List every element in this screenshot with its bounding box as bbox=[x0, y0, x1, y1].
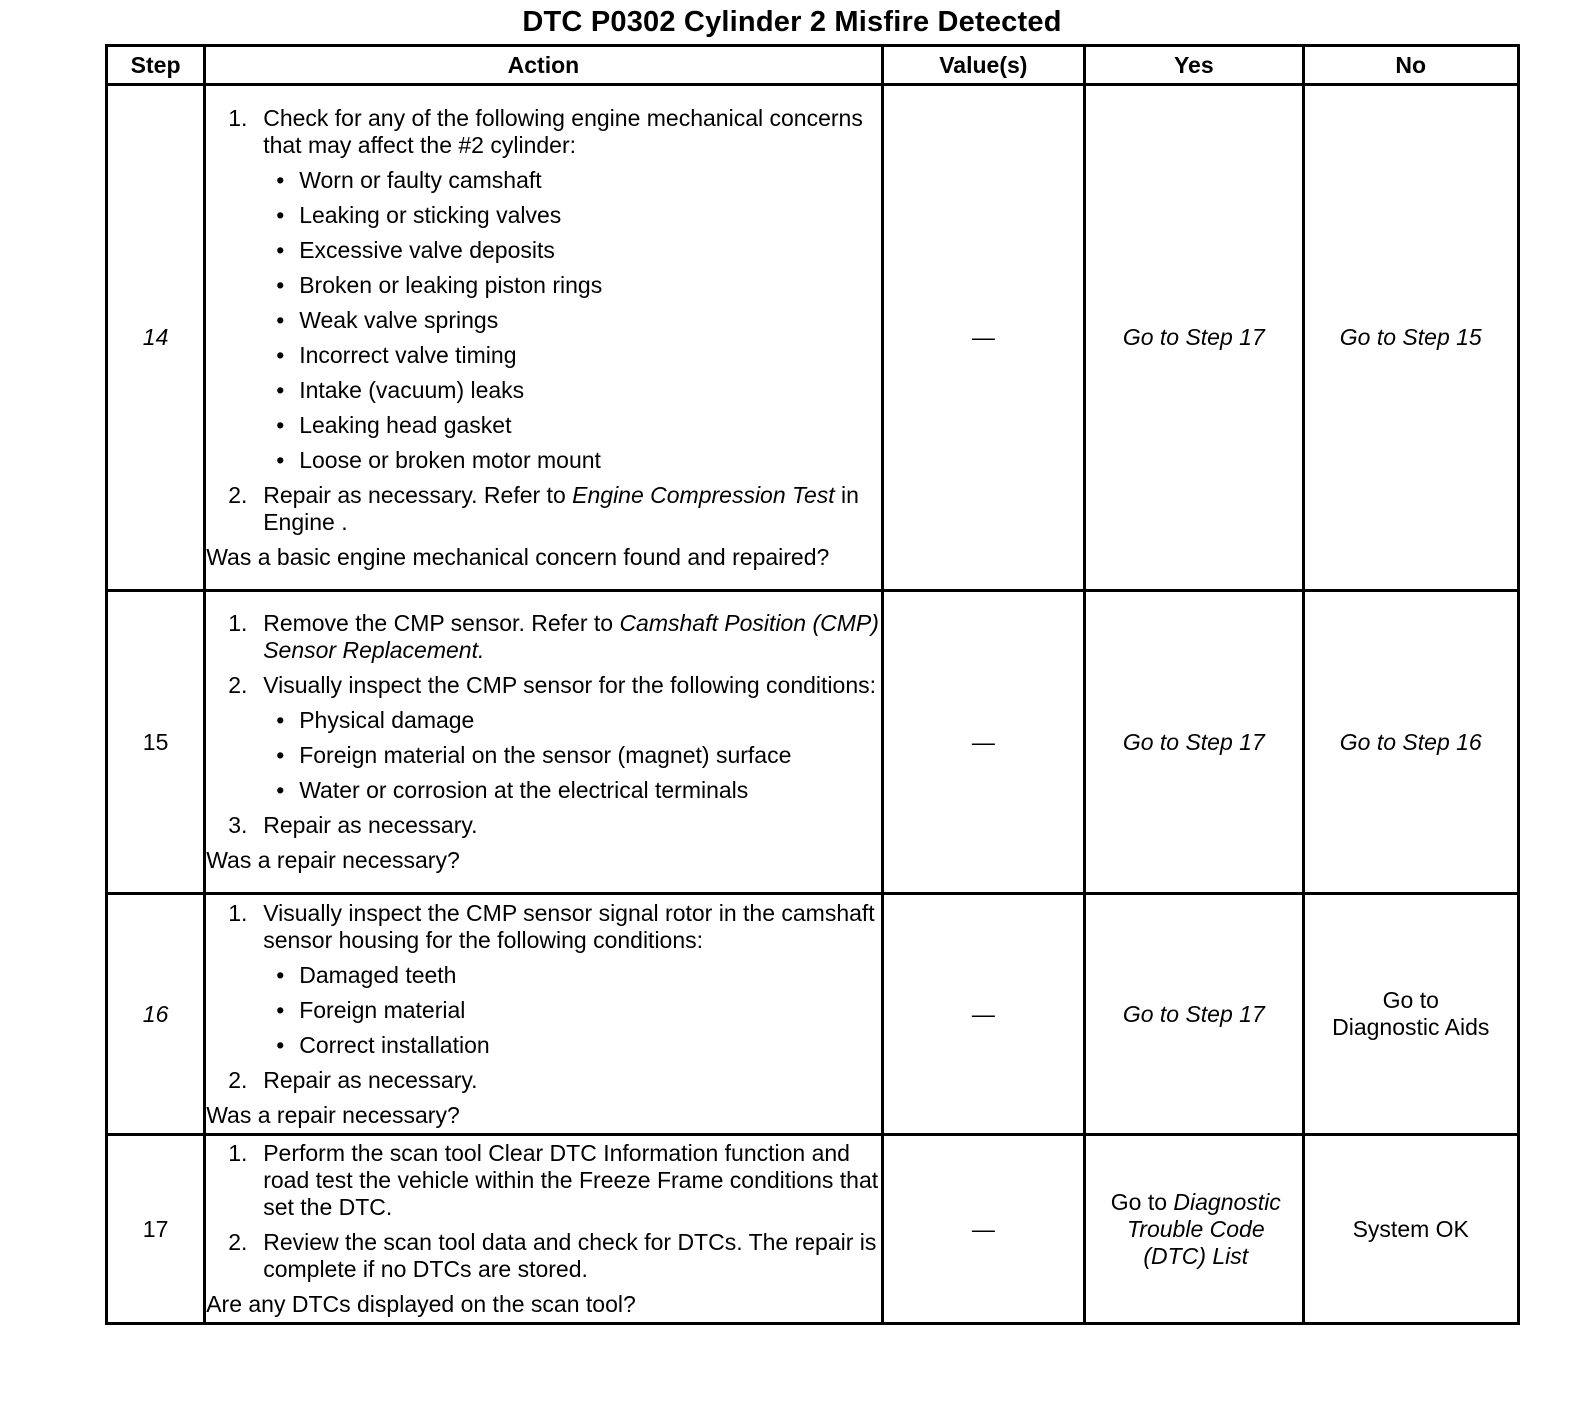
action-cell bbox=[205, 894, 882, 1135]
question-text: Was a repair necessary? bbox=[206, 1101, 460, 1128]
value-cell: — bbox=[882, 1135, 1084, 1324]
header-row bbox=[107, 46, 1519, 85]
question-text: Are any DTCs displayed on the scan tool? bbox=[206, 1291, 636, 1317]
no-cell[interactable]: Go to Step 15 bbox=[1303, 85, 1518, 591]
bullet-text: Foreign material bbox=[299, 996, 466, 1023]
bullet-text: Leaking head gasket bbox=[299, 411, 512, 438]
action-cell bbox=[205, 1135, 882, 1324]
question-text: Was a repair necessary? bbox=[206, 847, 460, 873]
no-text: Go to bbox=[1382, 987, 1439, 1013]
action-item bbox=[228, 1140, 880, 1221]
header-step: Step bbox=[107, 46, 205, 85]
reference-link[interactable]: Camshaft Position (CMP) Sensor Replacement. bbox=[263, 610, 879, 663]
step-number: 17 bbox=[107, 1135, 205, 1324]
item-text: Check for any of the following engine mechanical concerns that may affect the #2 cylinder: bbox=[263, 104, 863, 158]
no-cell[interactable]: Go to Step 16 bbox=[1303, 591, 1518, 894]
table-row bbox=[107, 591, 1519, 894]
yes-cell[interactable]: Go to Step 17 bbox=[1085, 85, 1303, 591]
bullet-item: • Foreign material bbox=[276, 996, 466, 1023]
header-no: No bbox=[1303, 46, 1518, 85]
item-text: Review the scan tool data and check for DTCs. The repair is complete if no DTCs are stored. bbox=[263, 1229, 877, 1282]
action-cell bbox=[205, 591, 882, 894]
bullet-text: Worn or faulty camshaft bbox=[299, 166, 542, 193]
bullet-item: • Loose or broken motor mount bbox=[276, 446, 601, 473]
bullet-item: • Broken or leaking piston rings bbox=[276, 271, 603, 298]
yes-cell[interactable]: Go to Step 17 bbox=[1085, 894, 1303, 1135]
bullet-text: Leaking or sticking valves bbox=[299, 201, 562, 228]
item-number: 3. bbox=[228, 812, 248, 838]
table-row bbox=[107, 1135, 1519, 1324]
bullet-item: • Foreign material on the sensor (magnet) surface bbox=[276, 742, 792, 768]
value-cell: — bbox=[882, 894, 1084, 1135]
bullet-text: Correct installation bbox=[299, 1031, 490, 1058]
header-values: Value(s) bbox=[882, 46, 1084, 85]
header-yes: Yes bbox=[1085, 46, 1303, 85]
bullet-text: Physical damage bbox=[299, 707, 475, 733]
bullet-item: • Correct installation bbox=[276, 1031, 490, 1058]
item-number: 2. bbox=[228, 1229, 248, 1255]
item-number: 2. bbox=[228, 672, 248, 698]
action-item bbox=[228, 1229, 880, 1283]
action-item bbox=[228, 610, 880, 664]
bullet-item: • Incorrect valve timing bbox=[276, 341, 517, 368]
action-item bbox=[228, 812, 880, 839]
item-text: Repair as necessary. bbox=[263, 1066, 478, 1093]
bullet-item: • Worn or faulty camshaft bbox=[276, 166, 542, 193]
item-number: 2. bbox=[228, 1066, 248, 1093]
step-number: 16 bbox=[107, 894, 205, 1135]
value-cell: — bbox=[882, 85, 1084, 591]
page-title: DTC P0302 Cylinder 2 Misfire Detected bbox=[522, 6, 1062, 38]
bullet-text: Water or corrosion at the electrical terminals bbox=[299, 777, 749, 803]
no-cell[interactable] bbox=[1303, 894, 1518, 1135]
bullet-item: • Intake (vacuum) leaks bbox=[276, 376, 525, 403]
reference-link[interactable]: Diagnostic Trouble Code (DTC) List bbox=[1126, 1188, 1281, 1269]
no-cell[interactable]: System OK bbox=[1303, 1135, 1518, 1324]
no-text: Diagnostic Aids bbox=[1332, 1014, 1490, 1040]
bullet-item: • Weak valve springs bbox=[276, 306, 499, 333]
action-item bbox=[228, 900, 880, 954]
item-text: Perform the scan tool Clear DTC Information function and road test the vehicle within the Freeze Frame conditions that set the DTC. bbox=[263, 1140, 879, 1220]
item-text: in Engine . bbox=[263, 481, 859, 535]
item-number: 1. bbox=[228, 1140, 248, 1166]
step-number: 15 bbox=[107, 591, 205, 894]
bullet-item: • Water or corrosion at the electrical terminals bbox=[276, 777, 749, 803]
bullet-text: Weak valve springs bbox=[299, 306, 499, 333]
action-item bbox=[228, 1067, 880, 1094]
action-cell bbox=[205, 85, 882, 591]
action-item bbox=[228, 105, 880, 159]
bullet-item: • Damaged teeth bbox=[276, 961, 457, 988]
bullet-text: Intake (vacuum) leaks bbox=[299, 376, 525, 403]
action-item bbox=[228, 482, 880, 536]
bullet-text: Foreign material on the sensor (magnet) surface bbox=[299, 742, 792, 768]
yes-cell[interactable] bbox=[1085, 1135, 1303, 1324]
item-text: Repair as necessary. bbox=[263, 812, 478, 838]
item-number: 1. bbox=[228, 104, 248, 131]
bullet-text: Loose or broken motor mount bbox=[299, 446, 601, 473]
item-number: 1. bbox=[228, 899, 248, 926]
step-number: 14 bbox=[107, 85, 205, 591]
yes-text: Go to bbox=[1110, 1188, 1174, 1215]
item-text: Visually inspect the CMP sensor for the following conditions: bbox=[263, 672, 877, 698]
item-text: Repair as necessary. Refer to bbox=[263, 481, 573, 508]
header-action: Action bbox=[205, 46, 882, 85]
table-row bbox=[107, 85, 1519, 591]
bullet-text: Broken or leaking piston rings bbox=[299, 271, 603, 298]
table-row bbox=[107, 894, 1519, 1135]
bullet-text: Damaged teeth bbox=[299, 961, 457, 988]
bullet-item: • Excessive valve deposits bbox=[276, 236, 555, 263]
item-text: Visually inspect the CMP sensor signal rotor in the camshaft sensor housing for the following conditions: bbox=[263, 899, 875, 953]
item-text: Remove the CMP sensor. Refer to bbox=[263, 610, 620, 636]
action-item bbox=[228, 672, 880, 699]
question-text: Was a basic engine mechanical concern found and repaired? bbox=[206, 543, 830, 570]
reference-link[interactable]: Engine Compression Test bbox=[572, 481, 835, 508]
bullet-item: • Leaking head gasket bbox=[276, 411, 512, 438]
item-number: 2. bbox=[228, 481, 248, 508]
bullet-text: Incorrect valve timing bbox=[299, 341, 517, 368]
bullet-item: • Leaking or sticking valves bbox=[276, 201, 562, 228]
item-number: 1. bbox=[228, 610, 248, 636]
bullet-text: Excessive valve deposits bbox=[299, 236, 555, 263]
bullet-item: • Physical damage bbox=[276, 707, 475, 733]
value-cell: — bbox=[882, 591, 1084, 894]
yes-cell[interactable]: Go to Step 17 bbox=[1085, 591, 1303, 894]
dtc-table bbox=[105, 44, 1520, 1325]
